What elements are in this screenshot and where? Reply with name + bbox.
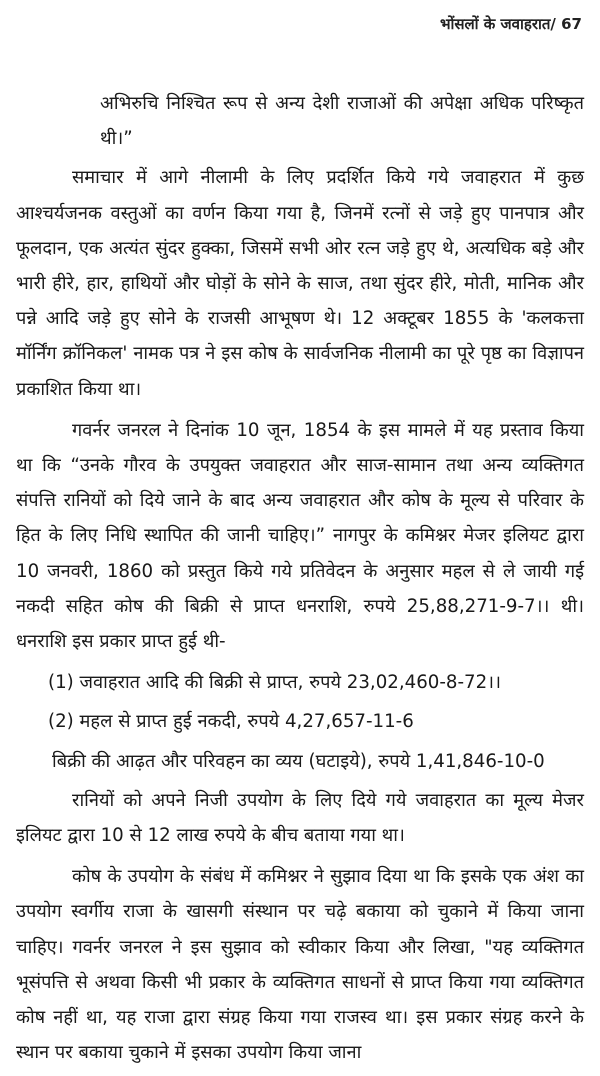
running-head: भोंसलों के जवाहरात/ 67 xyxy=(439,15,582,33)
list-item-jewel-sale: (1) जवाहरात आदि की बिक्री से प्राप्त, रुपये 23,02,460-8-72।। xyxy=(48,672,501,694)
quote-continuation: अभिरुचि निश्चित रूप से अन्य देशी राजाओं की अपेक्षा अधिक परिष्कृत थी।” xyxy=(100,93,584,150)
paragraph-queens-jewels: रानियों को अपने निजी उपयोग के लिए दिये गये जवाहरात का मूल्य मेजर इलियट द्वारा 10 से 12 लाख रुपये के बीच बताया गया था। xyxy=(16,789,584,847)
list-item-expenses: बिक्री की आढ़त और परिवहन का व्यय (घटाइये), रुपये 1,41,846-10-0 xyxy=(52,750,545,772)
page-body xyxy=(16,86,584,1076)
paragraph-treasury-use: कोष के उपयोग के संबंध में कमिश्नर ने सुझाव दिया था कि इसके एक अंश का उपयोग स्वर्गीय राजा के खासगी संस्थान पर चढ़े बकाया को चुकाने में किया जाना चाहिए। गवर्नर जनरल ने इस सुझाव को स्वीकार किया और लिखा, "यह व्यक्तिगत भूसंपत्ति से अथवा किसी भी प्रकार के व्यक्तिगत साधनों से प्राप्त किया गया व्यक्तिगत कोष नहीं था, यह राजा द्वारा संग्रह किया गया राजस्व था। इस प्रकार संग्रह करने के स्थान पर बकाया चुकाने में इसका उपयोग किया जाना xyxy=(16,866,584,1064)
paragraph-governor-proposal: गवर्नर जनरल ने दिनांक 10 जून, 1854 के इस मामले में यह प्रस्ताव किया था कि “उनके गौरव के उपयुक्त जवाहरात और साज-सामान तथा अन्य व्यक्तिगत संपत्ति रानियों को दिये जाने के बाद अन्य जवाहरात और कोष के मूल्य से परिवार के हित के लिए निधि स्थापित की जानी चाहिए।” नागपुर के कमिश्नर मेजर इलियट द्वारा 10 जनवरी, 1860 को प्रस्तुत किये गये प्रतिवेदन के अनुसार महल से ले जायी गई नकदी सहित कोष की बिक्री से प्राप्त धनराशि, रुपये 25,88,271-9-7।। थी। धनराशि इस प्रकार प्राप्त हुई थी- xyxy=(16,419,584,653)
paragraph-auction-items: समाचार में आगे नीलामी के लिए प्रदर्शित किये गये जवाहरात में कुछ आश्चर्यजनक वस्तुओं का वर्णन किया गया है, जिनमें रत्नों से जड़े हुए पानपात्र और फूलदान, एक अत्यंत सुंदर हुक्का, जिसमें सभी ओर रत्न जड़े हुए थे, अत्यधिक बड़े और भारी हीरे, हार, हाथियों और घोड़ों के सोने के साज, तथा सुंदर हीरे, मोती, मानिक और पन्ने आदि जड़े हुए सोने के राजसी आभूषण थे। 12 अक्टूबर 1855 के 'कलकत्ता मॉर्निंग क्रॉनिकल' नामक पत्र ने इस कोष के सार्वजनिक नीलामी का पूरे पृष्ठ का विज्ञापन प्रकाशित किया था। xyxy=(16,167,584,400)
list-item-palace-cash: (2) महल से प्राप्त हुई नकदी, रुपये 4,27,657-11-6 xyxy=(48,711,414,733)
